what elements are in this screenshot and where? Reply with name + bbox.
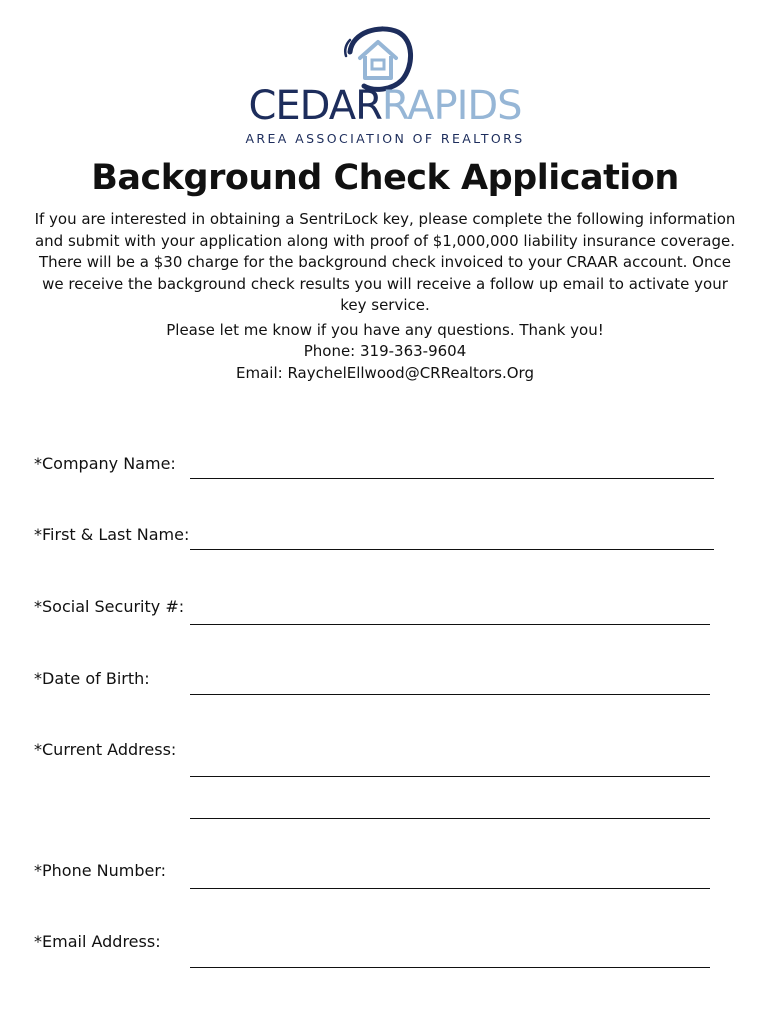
ssn-label: *Social Security #: xyxy=(34,597,185,616)
intro-email: Email: RaychelEllwood@CRRealtors.Org xyxy=(236,363,534,382)
logo-subtitle: AREA ASSOCIATION OF REALTORS xyxy=(245,131,525,146)
page-title: Background Check Application xyxy=(91,158,679,198)
logo-word-rapids: RAPIDS xyxy=(381,83,522,129)
address-label: *Current Address: xyxy=(34,740,177,759)
logo xyxy=(0,14,770,146)
address-field-line-1[interactable] xyxy=(190,776,710,777)
dob-label: *Date of Birth: xyxy=(34,669,150,688)
intro-questions: Please let me know if you have any questions. Thank you! xyxy=(166,320,604,339)
ssn-field[interactable] xyxy=(190,624,710,625)
address-field-line-2[interactable] xyxy=(190,818,710,819)
dob-field[interactable] xyxy=(190,694,710,695)
phone-field[interactable] xyxy=(190,888,710,889)
logo-wordmark xyxy=(0,83,770,129)
email-label: *Email Address: xyxy=(34,932,161,951)
name-label: *First & Last Name: xyxy=(34,525,190,544)
intro-phone: Phone: 319-363-9604 xyxy=(303,342,467,360)
logo-word-cedar: CEDAR xyxy=(248,83,382,129)
company-name-label: *Company Name: xyxy=(34,454,176,473)
intro-body: If you are interested in obtaining a SentriLock key, please complete the following information and submit with your application along with proof of $1,000,000 liability insurance coverage. There will be a $30 charge for the background check invoiced to your CRAAR account. Once we receive the background check results you will receive a follow up email to activate your key service. xyxy=(34,210,736,314)
intro-block xyxy=(30,209,740,384)
name-field[interactable] xyxy=(190,549,714,550)
phone-label: *Phone Number: xyxy=(34,861,167,880)
company-name-field[interactable] xyxy=(190,478,714,479)
email-field[interactable] xyxy=(190,967,710,968)
